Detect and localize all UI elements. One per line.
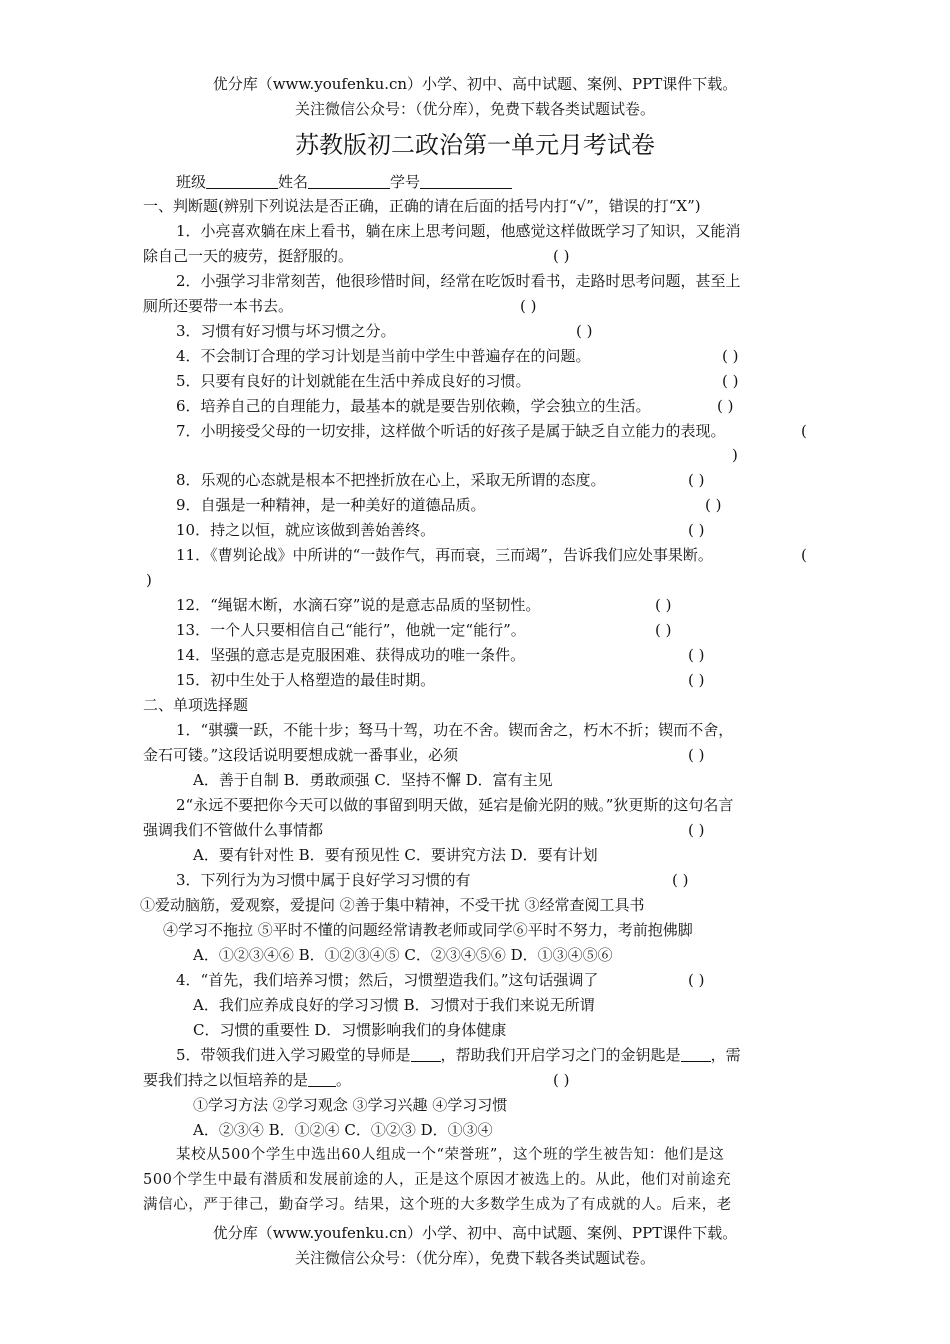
section1-heading: 一、判断题(辨别下列说法是否正确，正确的请在后面的括号内打“√”，错误的打“X”): [143, 197, 701, 215]
passage-line-1: 某校从500个学生中选出60人组成一个“荣誉班”，这个班的学生被告知：他们是这: [176, 1147, 725, 1163]
name-blank: [308, 172, 390, 189]
s2-q5-text-d: 要我们持之以恒培养的是: [143, 1071, 309, 1089]
s2-q3-options: A．①②③④⑥ B．①②③④⑤ C．②③④⑤⑥ D．①③④⑤⑥: [193, 946, 613, 964]
s1-q13-answer-paren: ( ): [655, 621, 672, 639]
s2-q5-blank-1: [411, 1045, 441, 1062]
s2-q3-items-1: ①爱动脑筋，爱观察，爱提问 ②善于集中精神，不受干扰 ③经常查阅工具书: [140, 896, 645, 914]
s1-q13: 13．一个人只要相信自己“能行”，他就一定“能行”。: [176, 621, 526, 639]
s2-q2-line1: 2“永远不要把你今天可以做的事留到明天做，延宕是偷光阴的贼。”狄更斯的这句名言: [176, 796, 734, 814]
s2-q5-blank-3: [308, 1070, 336, 1087]
s1-q8: 8．乐观的心态就是根本不把挫折放在心上，采取无所谓的态度。: [176, 471, 606, 489]
s1-q11: 11．《曹刿论战》中所讲的“一鼓作气，再而衰，三而竭”，告诉我们应处事果断。: [176, 546, 713, 564]
s1-q12-answer-paren: ( ): [655, 596, 672, 614]
s1-q5-answer-paren: ( ): [722, 372, 739, 390]
s1-q10: 10．持之以恒，就应该做到善始善终。: [176, 521, 436, 539]
s1-q4-answer-paren: ( ): [722, 347, 739, 365]
number-blank: [420, 172, 512, 189]
s2-q3-line1: 3．下列行为为习惯中属于良好学习习惯的有: [176, 871, 471, 889]
s1-q9-answer-paren: ( ): [705, 496, 722, 514]
site-banner-line-1: 优分库（www.youfenku.cn）小学、初中、高中试题、案例、PPT课件下载。: [212, 75, 738, 93]
s2-q5-text-e: 。: [336, 1071, 352, 1089]
s1-q2-line1: 2．小强学习非常刻苦，他很珍惜时间，经常在吃饭时看书，走路时思考问题，甚至上: [176, 272, 741, 290]
class-blank: [206, 172, 278, 189]
s2-q4-options-2: C．习惯的重要性 D．习惯影响我们的身体健康: [193, 1021, 507, 1039]
s2-q2-answer-paren: ( ): [688, 821, 705, 839]
site-banner-line-2: 关注微信公众号：（优分库），免费下载各类试题试卷。: [294, 100, 655, 118]
number-label: 学号: [390, 173, 421, 191]
s1-q15: 15．初中生处于人格塑造的最佳时期。: [176, 671, 436, 689]
s2-q5-blank-2: [681, 1045, 711, 1062]
s2-q1-line2: 金石可镂。”这段话说明要想成就一番事业，必须: [143, 746, 459, 764]
s1-q7-paren-open: (: [801, 422, 807, 440]
s1-q11-paren-open: (: [801, 546, 807, 564]
s2-q1-options: A．善于自制 B．勇敢顽强 C．坚持不懈 D．富有主见: [193, 771, 553, 789]
exam-title: 苏教版初二政治第一单元月考试卷: [295, 131, 655, 159]
s2-q3-answer-paren: ( ): [672, 871, 689, 889]
s2-q4-options-1: A．我们应养成良好的学习习惯 B．习惯对于我们来说无所谓: [193, 996, 595, 1014]
s1-q14-answer-paren: ( ): [688, 646, 705, 664]
s1-q6: 6．培养自己的自理能力，最基本的就是要告别依赖，学会独立的生活。: [176, 397, 651, 415]
s1-q10-answer-paren: ( ): [688, 521, 705, 539]
s1-q3-answer-paren: ( ): [576, 322, 593, 340]
s2-q5-text-c: ，需: [710, 1046, 741, 1064]
s2-q5-answer-paren: ( ): [553, 1071, 570, 1089]
s1-q8-answer-paren: ( ): [688, 471, 705, 489]
s1-q6-answer-paren: ( ): [717, 397, 734, 415]
s1-q2-line2: 厕所还要带一本书去。: [143, 297, 294, 315]
s1-q12: 12．“绳锯木断，水滴石穿”说的是意志品质的坚韧性。: [176, 596, 541, 614]
s1-q7: 7．小明接受父母的一切安排，这样做个听话的好孩子是属于缺乏自立能力的表现。: [176, 422, 726, 440]
s2-q5-line2: [143, 1069, 809, 1091]
s2-q5-options: A．②③④ B．①②④ C．①②③ D．①③④: [193, 1121, 493, 1139]
s2-q2-options: A．要有针对性 B．要有预见性 C．要讲究方法 D．要有计划: [193, 846, 598, 864]
section2-heading: 二、单项选择题: [143, 696, 249, 714]
s1-q3: 3．习惯有好习惯与坏习惯之分。: [176, 322, 396, 340]
s1-q7-paren-close: ): [732, 446, 738, 464]
s1-q1-answer-paren: ( ): [553, 247, 570, 265]
s1-q1-line2: 除自己一天的疲劳，挺舒服的。: [143, 247, 354, 265]
s2-q5-items: ①学习方法 ②学习观念 ③学习兴趣 ④学习习惯: [193, 1096, 508, 1114]
name-label: 姓名: [278, 173, 309, 191]
passage-line-3: 满信心，严于律己，勤奋学习。结果，这个班的大多数学生成为了有成就的人。后来，老: [143, 1197, 732, 1213]
s2-q5-text-a: 5．带领我们进入学习殿堂的导师是: [176, 1046, 411, 1064]
s1-q2-answer-paren: ( ): [520, 297, 537, 315]
s1-q5: 5．只要有良好的计划就能在生活中养成良好的习惯。: [176, 372, 531, 390]
s2-q4-answer-paren: ( ): [688, 971, 705, 989]
s1-q9: 9．自强是一种精神，是一种美好的道德品质。: [176, 496, 486, 514]
s2-q5-line1: [176, 1044, 809, 1066]
s1-q4: 4．不会制订合理的学习计划是当前中学生中普遍存在的问题。: [176, 347, 591, 365]
s2-q1-answer-paren: ( ): [688, 746, 705, 764]
passage-line-2: 500个学生中最有潜质和发展前途的人，正是这个原因才被选上的。从此，他们对前途充: [143, 1172, 732, 1188]
s2-q3-items-2: ④学习不拖拉 ⑤平时不懂的问题经常请教老师或同学⑥平时不努力，考前抱佛脚: [163, 921, 693, 939]
s2-q1-line1: 1．“骐骥一跃，不能十步；驽马十驾，功在不舍。锲而舍之，朽木不折；锲而不舍，: [176, 721, 734, 739]
s2-q4-line1: 4．“首先，我们培养习惯；然后，习惯塑造我们。”这句话强调了: [176, 971, 599, 989]
footer-banner-line-1: 优分库（www.youfenku.cn）小学、初中、高中试题、案例、PPT课件下载。: [212, 1224, 738, 1242]
footer-banner-line-2: 关注微信公众号：（优分库），免费下载各类试题试卷。: [294, 1249, 655, 1267]
s2-q5-text-b: ，帮助我们开启学习之门的金钥匙是: [440, 1046, 681, 1064]
class-label: 班级: [176, 173, 207, 191]
s1-q11-paren-close: ): [146, 571, 152, 589]
s1-q1-line1: 1．小亮喜欢躺在床上看书，躺在床上思考问题，他感觉这样做既学习了知识，又能消: [176, 222, 741, 240]
student-info-row: [176, 171, 809, 193]
s2-q2-line2: 强调我们不管做什么事情都: [143, 821, 324, 839]
s1-q14: 14．坚强的意志是克服困难、获得成功的唯一条件。: [176, 646, 526, 664]
s1-q15-answer-paren: ( ): [688, 671, 705, 689]
